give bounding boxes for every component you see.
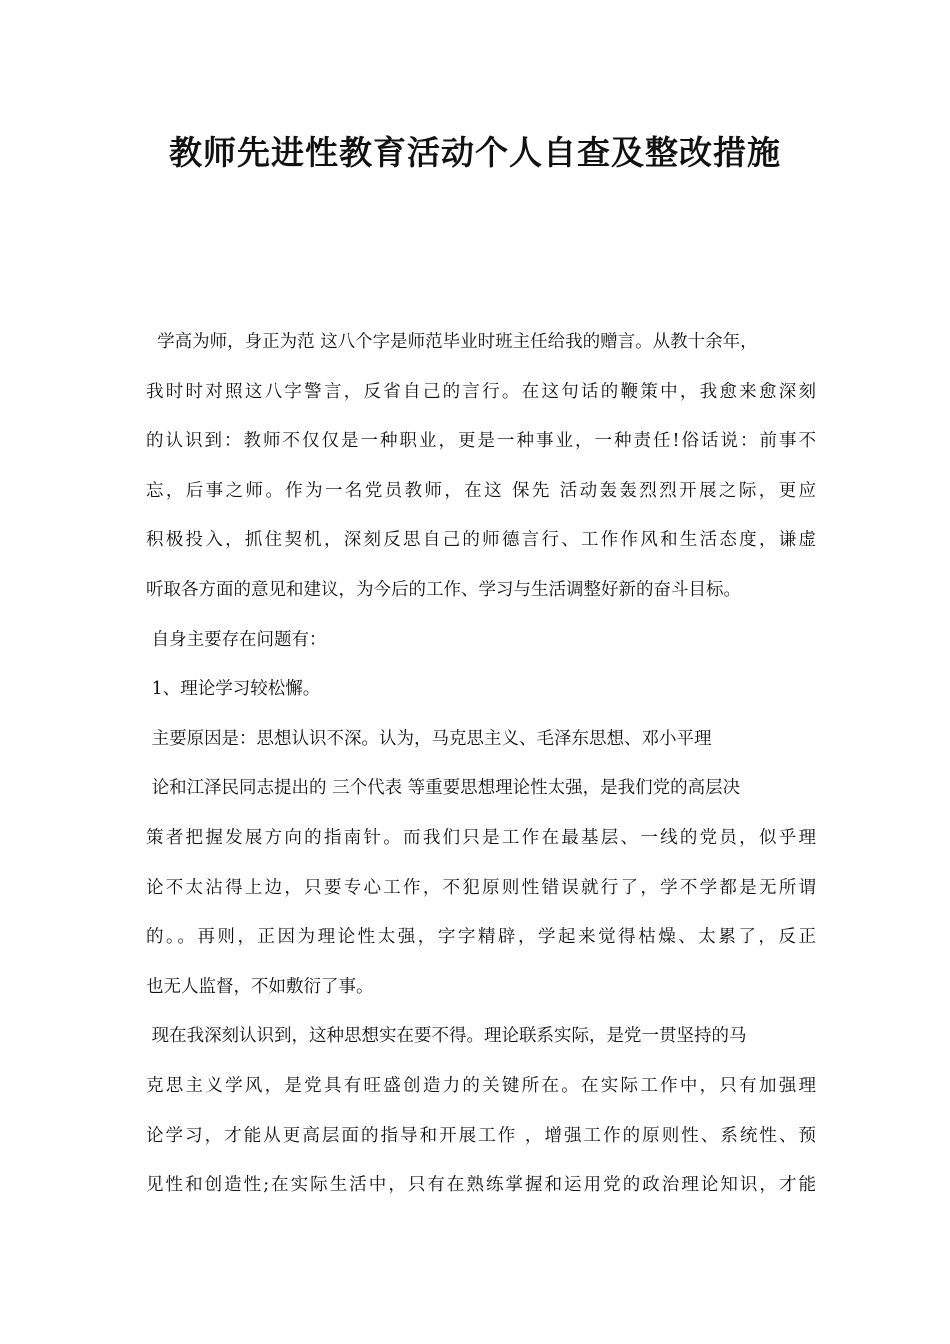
- text-line: 的认识到：教师不仅仅是一种职业，更是一种事业，一种责任!俗话说：前事不: [146, 431, 816, 452]
- text-line: 也无人监督，不如敷衍了事。: [146, 976, 374, 997]
- text-line: 我时时对照这八字警言，反省自己的言行。在这句话的鞭策中，我愈来愈深刻: [146, 381, 816, 402]
- document-title: 教师先进性教育活动个人自查及整改措施: [169, 133, 781, 172]
- text-line: 论学习，才能从更高层面的指导和开展工作 ，增强工作的原则性、系统性、预: [146, 1125, 816, 1146]
- text-line: 忘，后事之师。作为一名党员教师，在这 保先 活动轰轰烈烈开展之际，更应: [146, 480, 816, 501]
- text-line: 学高为师，身正为范 这八个字是师范毕业时班主任给我的赠言。从教十余年，: [146, 332, 758, 352]
- text-line: 现在我深刻认识到，这种思想实在要不得。理论联系实际，是党一贯坚持的马: [146, 1026, 747, 1047]
- text-line: 论和江泽民同志提出的 三个代表 等重要思想理论性太强，是我们党的高层决: [146, 778, 741, 799]
- text-line: 策者把握发展方向的指南针。而我们只是工作在最基层、一线的党员，似乎理: [146, 827, 816, 848]
- text-line: 的。。再则，正因为理论性太强，字字精辟，学起来觉得枯燥、太累了，反正: [146, 927, 816, 948]
- text-line: 见性和创造性;在实际生活中，只有在熟练掌握和运用党的政治理论知识，才能: [146, 1175, 816, 1196]
- text-line: 论不太沾得上边，只要专心工作，不犯原则性错误就行了，学不学都是无所谓: [146, 877, 816, 898]
- text-line: 积极投入，抓住契机，深刻反思自己的师德言行、工作作风和生活态度，谦虚: [146, 530, 816, 551]
- text-line: 1、理论学习较松懈。: [146, 679, 321, 700]
- text-line: 主要原因是：思想认识不深。认为，马克思主义、毛泽东思想、邓小平理: [146, 728, 712, 749]
- text-line: 克思主义学风，是党具有旺盛创造力的关键所在。在实际工作中，只有加强理: [146, 1075, 816, 1096]
- text-line: 自身主要存在问题有：: [146, 629, 327, 650]
- text-line: 听取各方面的意见和建议，为今后的工作、学习与生活调整好新的奋斗目标。: [146, 579, 741, 600]
- document-body: [146, 318, 816, 1211]
